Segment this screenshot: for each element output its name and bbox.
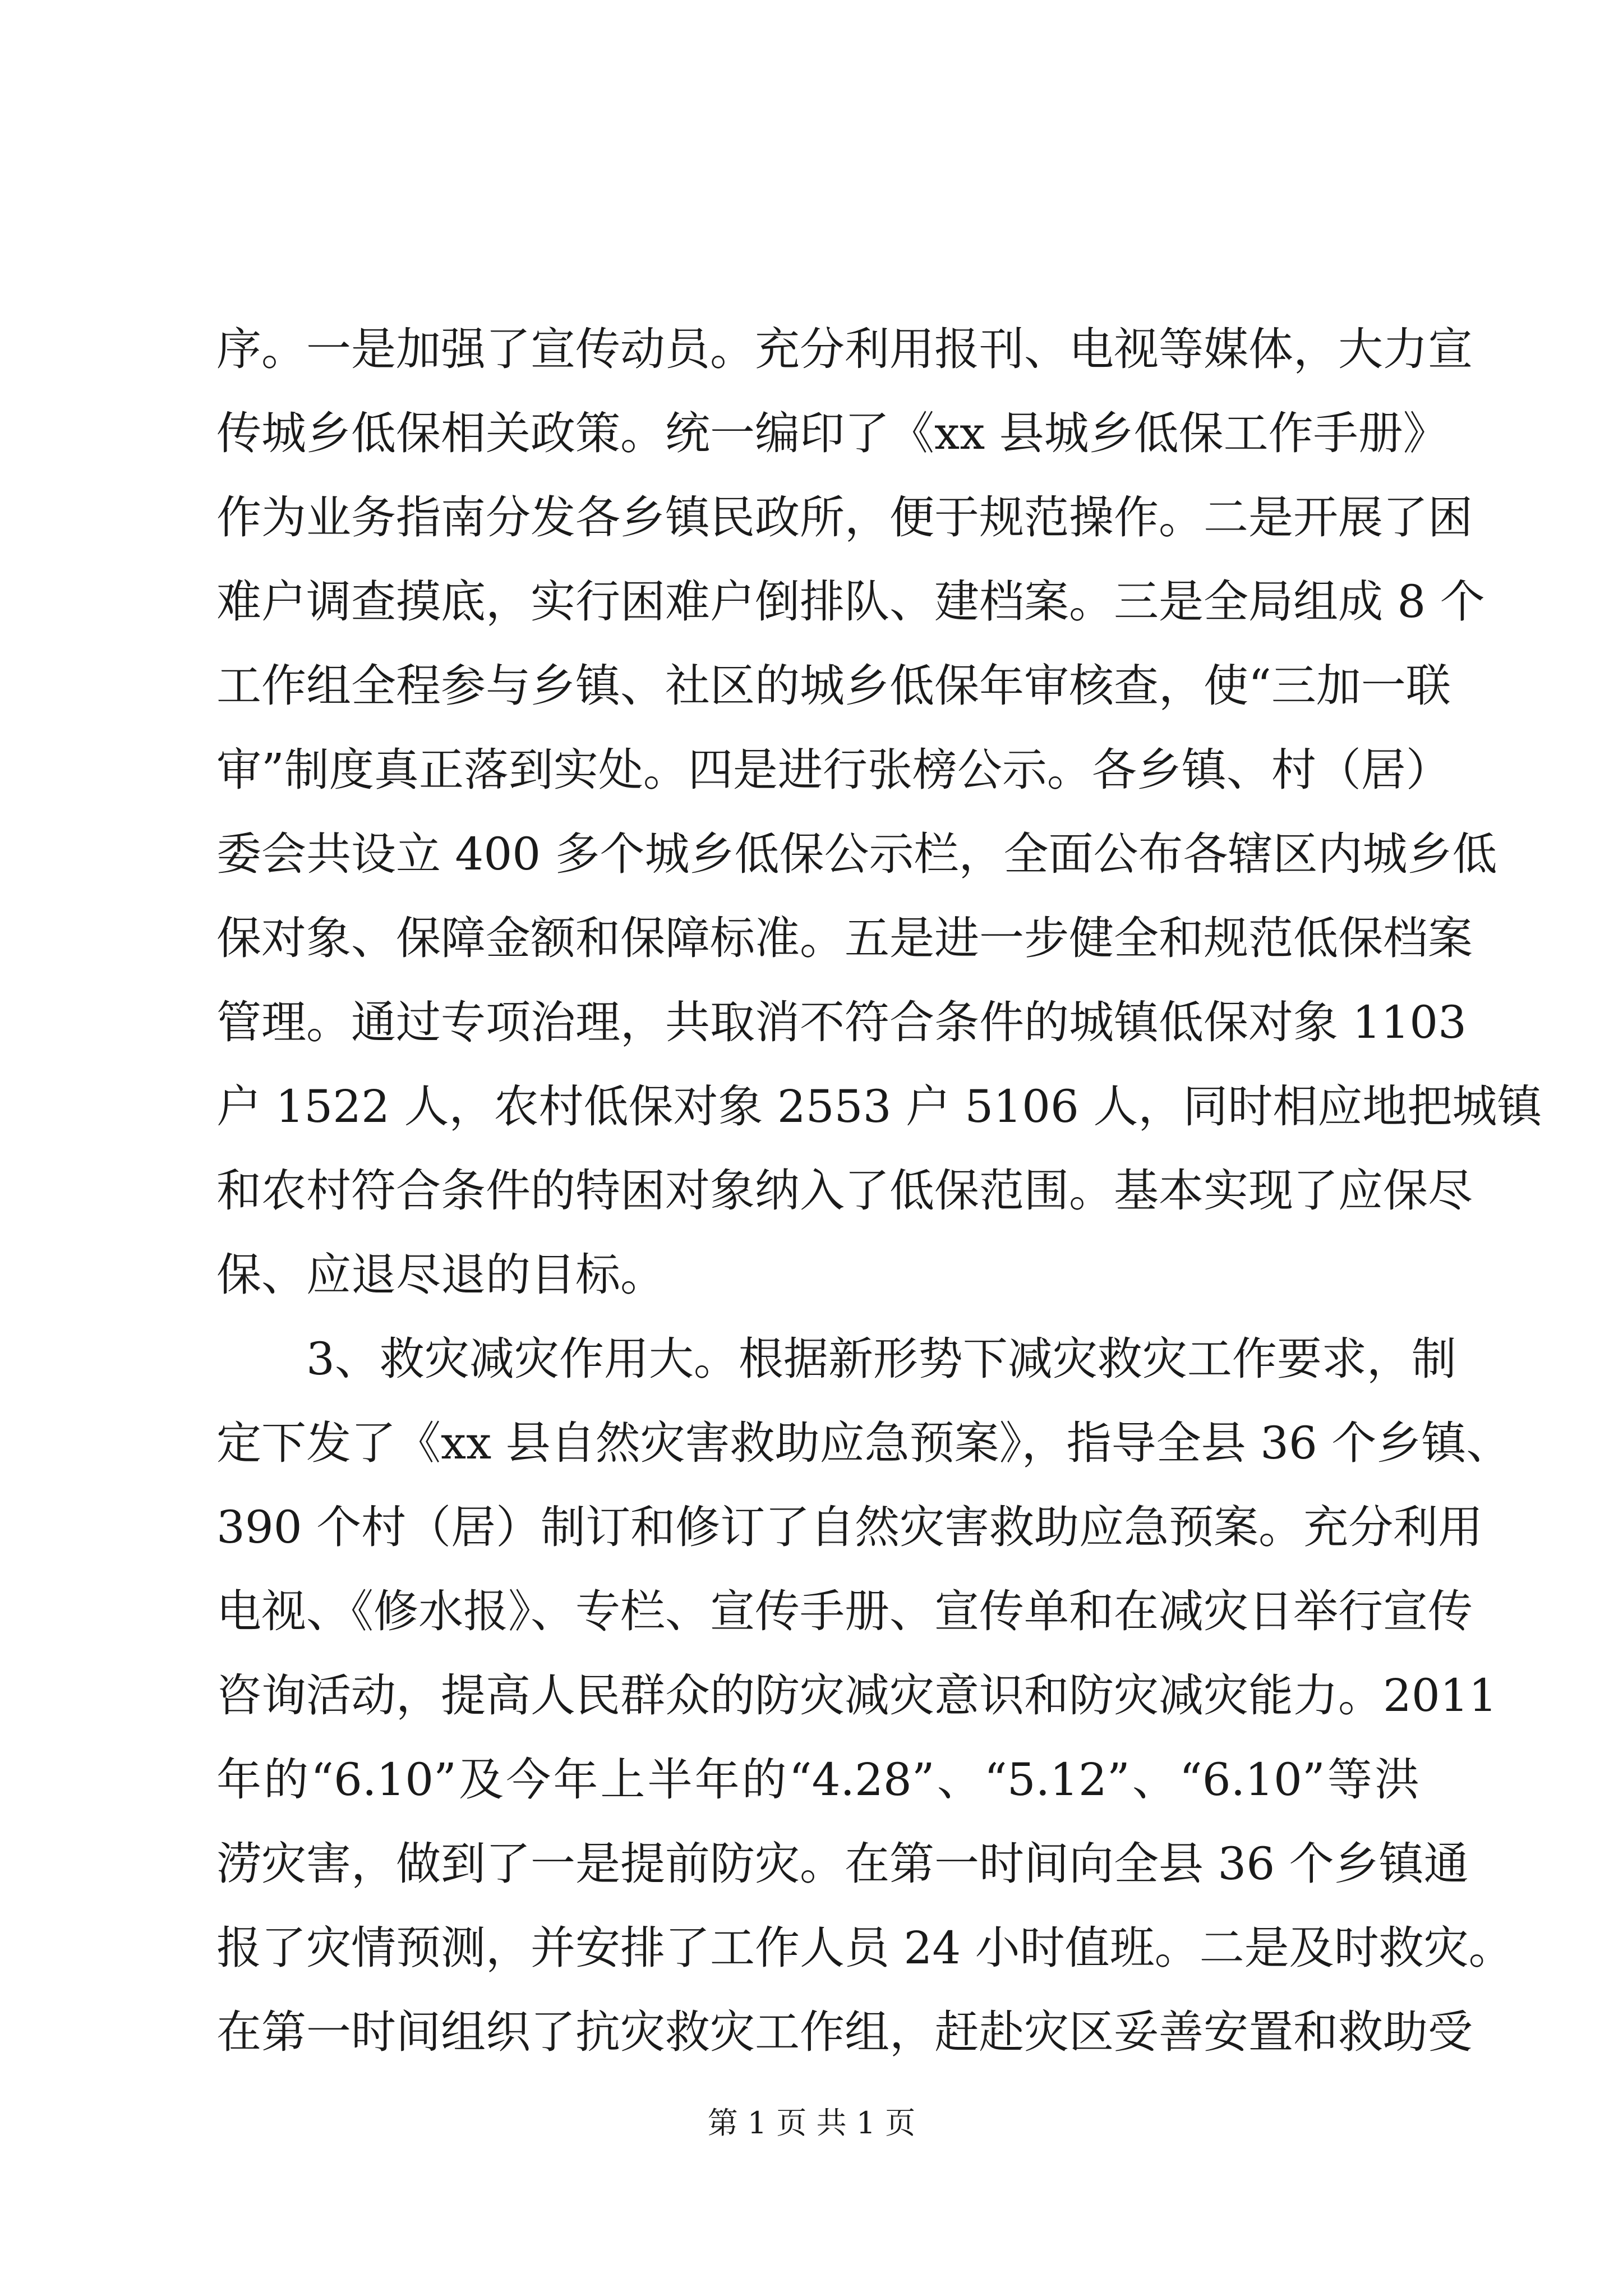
body-text	[216, 307, 1542, 2074]
text-line: 保、应退尽退的目标。	[216, 1249, 665, 1301]
page-footer	[0, 2104, 1623, 2143]
text-line: 电视、《修水报》、专栏、宣传手册、宣传单和在减灾日举行宣传	[216, 1585, 1473, 1637]
text-line: 定下发了《xx 县自然灾害救助应急预案》，指导全县 36 个乡镇、	[216, 1417, 1511, 1469]
text-line: 工作组全程参与乡镇、社区的城乡低保年审核查，使“三加一联	[216, 660, 1451, 712]
text-line: 传城乡低保相关政策。统一编印了《xx 县城乡低保工作手册》	[216, 407, 1448, 459]
text-line: 在第一时间组织了抗灾救灾工作组，赶赴灾区妥善安置和救助受	[216, 2006, 1473, 2058]
text-line: 涝灾害，做到了一是提前防灾。在第一时间向全县 36 个乡镇通	[216, 1838, 1469, 1890]
text-line: 审”制度真正落到实处。四是进行张榜公示。各乡镇、村（居）	[216, 744, 1451, 796]
text-line: 3、救灾减灾作用大。根据新形势下减灾救灾工作要求，制	[306, 1333, 1456, 1385]
text-line: 作为业务指南分发各乡镇民政所，便于规范操作。二是开展了困	[216, 491, 1473, 544]
text-line: 难户调查摸底，实行困难户倒排队、建档案。三是全局组成 8 个	[216, 576, 1485, 628]
text-line: 户 1522 人，农村低保对象 2553 户 5106 人，同时相应地把城镇	[216, 1080, 1542, 1133]
text-line: 保对象、保障金额和保障标准。五是进一步健全和规范低保档案	[216, 912, 1473, 964]
text-line: 和农村符合条件的特困对象纳入了低保范围。基本实现了应保尽	[216, 1165, 1473, 1217]
text-line: 管理。通过专项治理，共取消不符合条件的城镇低保对象 1103	[216, 996, 1467, 1048]
page-number: 第 1 页 共 1 页	[707, 2105, 916, 2141]
text-line: 390 个村（居）制订和修订了自然灾害救助应急预案。充分利用	[216, 1501, 1483, 1553]
text-line: 年的“6.10”及今年上半年的“4.28”、“5.12”、“6.10”等洪	[216, 1754, 1419, 1806]
text-line: 委会共设立 400 多个城乡低保公示栏，全面公布各辖区内城乡低	[216, 828, 1497, 880]
text-line: 咨询活动，提高人民群众的防灾减灾意识和防灾减灾能力。2011	[216, 1669, 1497, 1722]
text-line: 报了灾情预测，并安排了工作人员 24 小时值班。二是及时救灾。	[216, 1922, 1514, 1974]
text-line: 序。一是加强了宣传动员。充分利用报刊、电视等媒体，大力宣	[216, 323, 1473, 375]
